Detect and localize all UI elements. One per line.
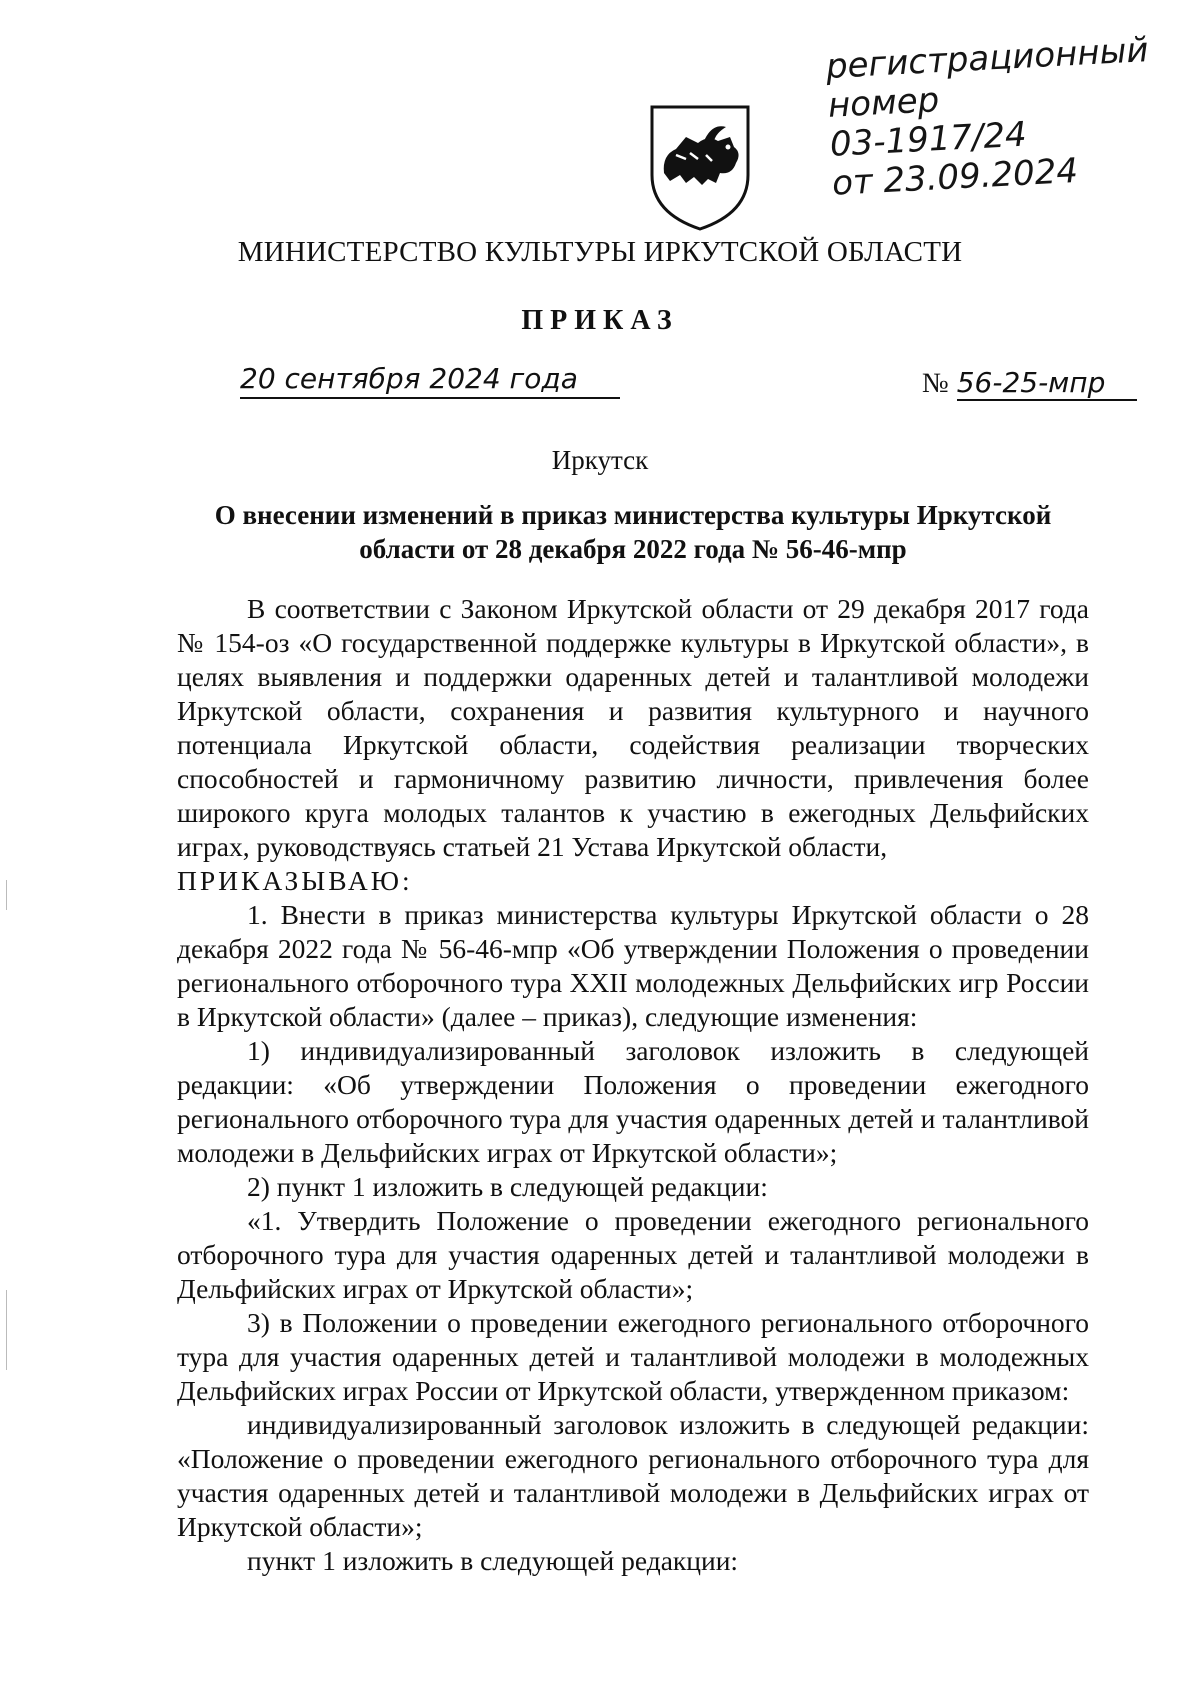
subitem-1-paragraph: 1) индивидуализированный заголовок изложить в следующей редакции: «Об утверждении Положения о проведении ежегодного регионального отборочного тура для участия одаренных детей и талантливой молодежи в Дельфийских играх от Иркутской области»;	[177, 1035, 1089, 1168]
order-number-handwritten: 56-25-мпр	[957, 366, 1137, 401]
reg-note-line2: номер	[826, 80, 941, 126]
registration-note-handwritten	[825, 31, 1153, 204]
order-number	[922, 366, 1137, 401]
ministry-title: МИНИСТЕРСТВО КУЛЬТУРЫ ИРКУТСКОЙ ОБЛАСТИ	[237, 236, 963, 268]
scan-artifact-line	[6, 880, 7, 910]
item-1-paragraph: 1. Внести в приказ министерства культуры Иркутской области о 28 декабря 2022 года № 56-46-мпр «Об утверждении Положения о проведении регионального отборочного тура XXII молодежных Дельфийских игр России в Иркутской области» (далее – приказ), следующие изменения:	[177, 899, 1089, 1032]
order-subject: О внесении изменений в приказ министерства культуры Иркутской области от 28 декабря 2022 года № 56-46-мпр	[214, 500, 1052, 564]
order-date-handwritten: 20 сентября 2024 года	[240, 362, 620, 399]
document-type-title: ПРИКАЗ	[521, 305, 679, 336]
order-word: ПРИКАЗЫВАЮ:	[177, 865, 413, 896]
reg-note-line1: регистрационный	[824, 30, 1150, 87]
coat-of-arms-icon	[646, 103, 754, 233]
subitem-3-point-paragraph: пункт 1 изложить в следующей редакции:	[247, 1545, 739, 1576]
subitem-2-text-paragraph: «1. Утвердить Положение о проведении ежегодного регионального отборочного тура для участия одаренных детей и талантливой молодежи в Дельфийских играх от Иркутской области»;	[177, 1205, 1089, 1304]
subitem-2-paragraph: 2) пункт 1 изложить в следующей редакции:	[247, 1171, 768, 1202]
document-body	[177, 592, 1089, 1578]
scan-artifact-line	[6, 1290, 7, 1370]
reg-note-line4: от 23.09.2024	[831, 150, 1079, 204]
subitem-3-heading-paragraph: индивидуализированный заголовок изложить в следующей редакции: «Положение о проведении ежегодного регионального отборочного тура для участия одаренных детей и талантливой молодежи в Дельфийских играх от Иркутской области»;	[177, 1409, 1089, 1542]
reg-note-line3: 03-1917/24	[829, 114, 1028, 165]
city-name: Иркутск	[551, 445, 649, 475]
preamble-paragraph: В соответствии с Законом Иркутской области от 29 декабря 2017 года № 154-оз «О государственной поддержке культуры в Иркутской области», в целях выявления и поддержки одаренных детей и талантливой молодежи Иркутской области, сохранения и развития культурного и научного потенциала Иркутской области, содействия реализации творческих способностей и гармоничному развитию личности, привлечения более широкого круга молодых талантов к участию в ежегодных Дельфийских играх, руководствуясь статьей 21 Устава Иркутской области,	[177, 593, 1089, 862]
number-sign: №	[922, 368, 949, 399]
subitem-3-paragraph: 3) в Положении о проведении ежегодного регионального отборочного тура для участия одаренных детей и талантливой молодежи в молодежных Дельфийских играх России от Иркутской области, утвержденном приказом:	[177, 1307, 1089, 1406]
